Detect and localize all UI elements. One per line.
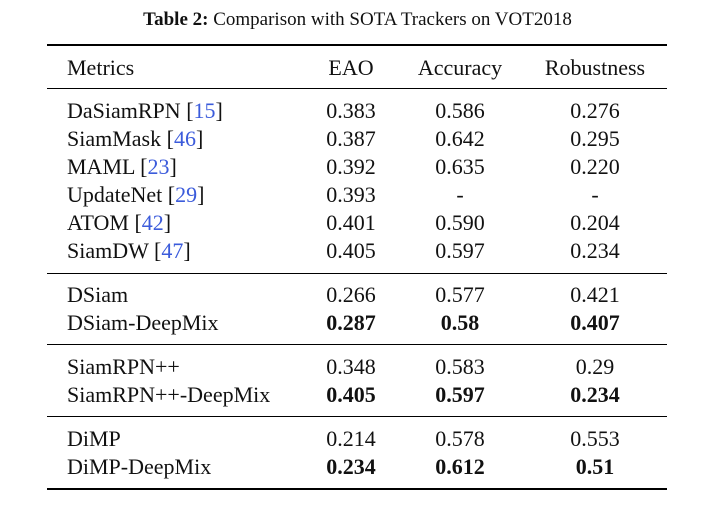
top-rule <box>47 44 667 46</box>
citation-link[interactable]: 46 <box>173 126 196 151</box>
method-label: SiamRPN++-DeepMix <box>67 382 271 407</box>
row-method-name <box>67 282 128 308</box>
row-method-name <box>67 354 180 380</box>
eao-value: 0.401 <box>326 210 376 235</box>
group-divider <box>47 344 667 345</box>
group-divider <box>47 416 667 417</box>
citation-link[interactable]: 29 <box>175 182 198 207</box>
accuracy-value: 0.612 <box>435 454 485 479</box>
accuracy-value: 0.583 <box>435 354 485 379</box>
eao-value: 0.287 <box>326 310 376 335</box>
eao-value: 0.393 <box>326 182 376 207</box>
method-label: DSiam <box>67 282 129 307</box>
row-method-name <box>67 382 270 408</box>
accuracy-value: 0.597 <box>435 382 485 407</box>
robustness-value: 0.234 <box>570 238 620 263</box>
robustness-value: 0.220 <box>570 154 620 179</box>
method-label: SiamRPN++ <box>67 354 180 379</box>
method-label: DSiam-DeepMix <box>67 310 219 335</box>
method-label: SiamMask <box>67 126 162 151</box>
citation-link[interactable]: 15 <box>193 98 216 123</box>
accuracy-value: 0.586 <box>435 98 485 123</box>
row-method-name <box>67 454 211 480</box>
eao-value: 0.405 <box>326 238 376 263</box>
header-accuracy: Accuracy <box>417 55 503 80</box>
row-method-name: UpdateNet [29] <box>67 182 205 207</box>
accuracy-value: 0.578 <box>435 426 485 451</box>
caption-label: Table 2: <box>143 9 209 30</box>
accuracy-value: 0.635 <box>435 154 485 179</box>
row-method-name: SiamMask [46] <box>67 126 204 151</box>
row-method-name: DaSiamRPN [15] <box>67 98 223 123</box>
eao-value: 0.383 <box>326 98 376 123</box>
accuracy-value: 0.58 <box>440 310 480 335</box>
row-method-name: SiamDW [47] <box>67 238 191 263</box>
method-label: DiMP-DeepMix <box>67 454 212 479</box>
method-label: UpdateNet <box>67 182 163 207</box>
robustness-value: 0.295 <box>570 126 620 151</box>
robustness-value: 0.276 <box>570 98 620 123</box>
eao-value: 0.387 <box>326 126 376 151</box>
method-label: MAML <box>67 154 135 179</box>
group-divider <box>47 273 667 274</box>
robustness-value: 0.29 <box>575 354 615 379</box>
eao-value: 0.405 <box>326 382 376 407</box>
robustness-value: 0.51 <box>575 454 615 479</box>
robustness-value: 0.234 <box>570 382 620 407</box>
eao-value: 0.234 <box>326 454 376 479</box>
citation-link[interactable]: 42 <box>141 210 164 235</box>
header-robustness: Robustness <box>544 55 646 80</box>
method-label: DiMP <box>67 426 121 451</box>
robustness-value: 0.553 <box>570 426 620 451</box>
eao-value: 0.348 <box>326 354 376 379</box>
accuracy-value: 0.577 <box>435 282 485 307</box>
header-metrics: Metrics <box>67 55 135 80</box>
table-caption <box>0 9 715 31</box>
robustness-value: 0.204 <box>570 210 620 235</box>
eao-value: 0.214 <box>326 426 376 451</box>
robustness-value: - <box>591 182 599 207</box>
eao-value: 0.392 <box>326 154 376 179</box>
caption-text: Comparison with SOTA Trackers on VOT2018 <box>208 9 572 30</box>
citation-link[interactable]: 23 <box>147 154 170 179</box>
eao-value: 0.266 <box>326 282 376 307</box>
row-method-name: ATOM [42] <box>67 210 172 235</box>
citation-link[interactable]: 47 <box>161 238 184 263</box>
method-label: SiamDW <box>67 238 149 263</box>
robustness-value: 0.421 <box>570 282 620 307</box>
accuracy-value: 0.590 <box>435 210 485 235</box>
row-method-name: MAML [23] <box>67 154 177 179</box>
accuracy-value: 0.597 <box>435 238 485 263</box>
method-label: ATOM <box>67 210 129 235</box>
accuracy-value: 0.642 <box>435 126 485 151</box>
bottom-rule <box>47 488 667 490</box>
accuracy-value: - <box>456 182 464 207</box>
method-label: DaSiamRPN <box>67 98 181 123</box>
robustness-value: 0.407 <box>570 310 620 335</box>
header-eao: EAO <box>328 55 374 80</box>
row-method-name <box>67 310 219 336</box>
row-method-name <box>67 426 121 452</box>
header-rule <box>47 88 667 89</box>
